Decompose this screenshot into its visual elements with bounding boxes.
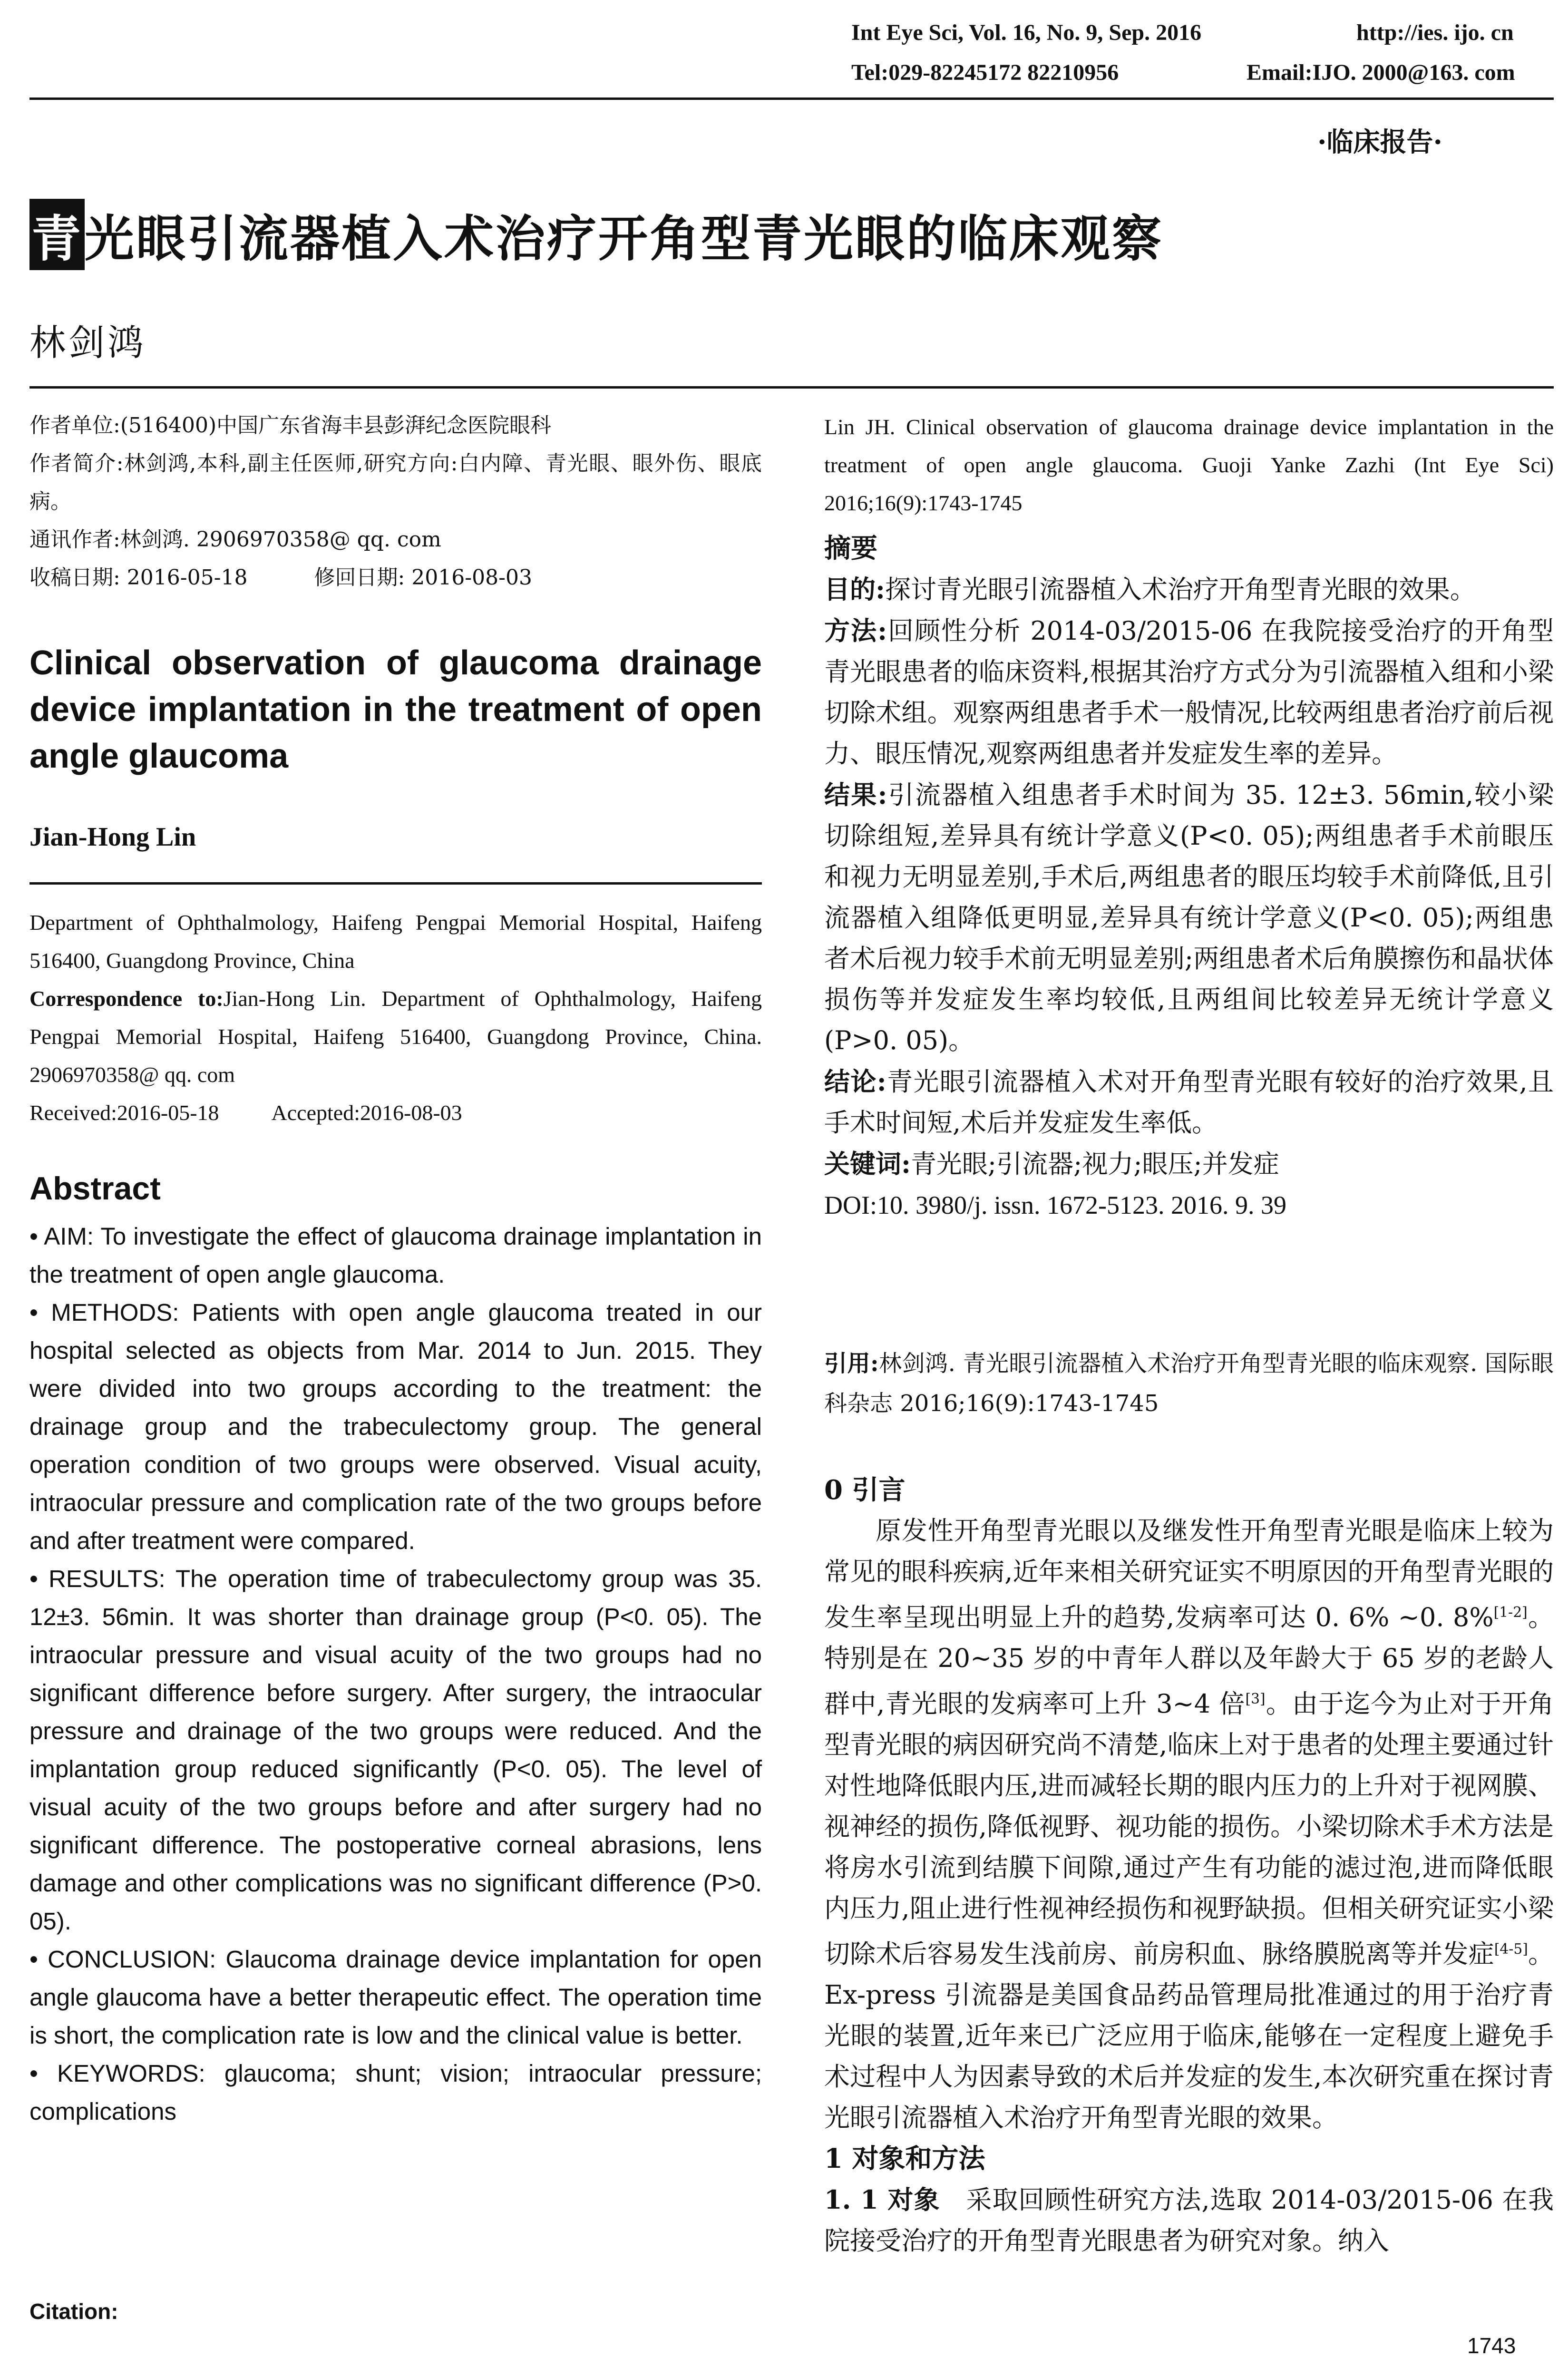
correspondence-label: Correspondence to: xyxy=(29,986,224,1011)
journal-info: Int Eye Sci, Vol. 16, No. 9, Sep. 2016 xyxy=(851,20,1202,45)
doi[interactable]: DOI:10. 3980/j. issn. 1672-5123. 2016. 9. 39 xyxy=(824,1191,1286,1219)
author-contact: 通讯作者:林剑鸿. 2906970358@ qq. com xyxy=(29,527,441,552)
english-title-block xyxy=(29,640,762,779)
correspondence-en xyxy=(29,980,762,1094)
section-tag: ·临床报告· xyxy=(1317,127,1442,158)
citation-label-en: Citation: xyxy=(29,2299,118,2324)
abstract-methods-en: • METHODS: Patients with open angle glaucoma treated in our hospital selected as objects from Mar. 2014 to Jun. 2015. They were divided into two groups according to the treatment: the drainage group and the trabeculectomy group. The general operation condition of two groups were observed. Visual acuity, intraocular pressure and complication rate of the two groups before and after treatment were compared. xyxy=(29,1299,762,1554)
revised-date-cn: 修回日期: 2016-08-03 xyxy=(314,565,532,590)
title-rest: 光眼引流器植入术治疗开角型青光眼的临床观察 xyxy=(85,209,1164,268)
journal-url[interactable]: http://ies. ijo. cn xyxy=(1356,20,1514,45)
title-rule xyxy=(29,386,1554,389)
introduction xyxy=(824,1470,1554,2261)
citation-text-en: Lin JH. Clinical observation of glaucoma drainage device implantation in the treatment of open angle glaucoma. Guoji Yanke Zazhi (Int Eye Sci) 2016;16(9):1743-1745 xyxy=(824,415,1554,515)
abstract-cn xyxy=(824,528,1554,1226)
author-bio: 作者简介:林剑鸿,本科,副主任医师,研究方向:白内障、青光眼、眼外伤、眼底病。 xyxy=(29,451,762,514)
citation-text-cn: 林剑鸿. 青光眼引流器植入术治疗开角型青光眼的临床观察. 国际眼科杂志 2016;16(9):1743-1745 xyxy=(824,1350,1554,1417)
journal-email[interactable]: Email:IJO. 2000@163. com xyxy=(1247,60,1515,85)
intro-paragraph: 原发性开角型青光眼以及继发性开角型青光眼是临床上较为常见的眼科疾病,近年来相关研究证实不明原因的开角型青光眼的发生率呈现出明显上升的趋势,发病率可达 0. 6% ~0. 8%[1-2]。特别是在 20~35 岁的中青年人群以及年龄大于 65 岁的老龄人群中,青光眼的发病率可上升 3~4 倍[3]。由于迄今为止对于开角型青光眼的病因研究尚不清楚,临床上对于患者的处理主要通过针对性地降低眼内压,进而减轻长期的眼内压力的上升对于视网膜、视神经的损伤,降低视野、视功能的损伤。小梁切除术手术方法是将房水引流到结膜下间隙,通过产生有功能的滤过泡,进而降低眼内压力,阻止进行性视神经损伤和视野缺损。但相关研究证实小梁切除术后容易发生浅前房、前房积血、脉络膜脱离等并发症[4-5]。Ex-press 引流器是美国食品药品管理局批准通过的用于治疗青光眼的装置,近年来已广泛应用于临床,能够在一定程度上避免手术过程中人为因素导致的术后并发症的发生,本次研究重在探讨青光眼引流器植入术治疗开角型青光眼的效果。 xyxy=(824,1516,1554,2133)
abstract-methods-cn: 方法:回顾性分析 2014-03/2015-06 在我院接受治疗的开角型青光眼患者的临床资料,根据其治疗方式分为引流器植入组和小梁切除术组。观察两组患者手术一般情况,比较两组患者治疗前后视力、眼压情况,观察两组患者并发症发生率的差异。 xyxy=(824,615,1554,769)
author-en: Jian-Hong Lin xyxy=(29,822,196,852)
title-first-char: 青 xyxy=(29,199,85,270)
abstract-results-en: • RESULTS: The operation time of trabeculectomy group was 35. 12±3. 56min. It was shorter than drainage group (P<0. 05). The intraocular pressure and visual acuity of the two groups had no significant difference before surgery. After surgery, the intraocular pressure and drainage of the two groups were reduced. And the implantation group reduced significantly (P<0. 05). The level of visual acuity of the two groups before and after surgery had no significant difference. The postoperative corneal abrasions, lens damage and other complications was no significant difference (P>0. 05). xyxy=(29,1565,762,1935)
intro-heading: 0 引言 xyxy=(824,1474,906,1506)
ref-3[interactable]: [3] xyxy=(1245,1691,1266,1707)
article-title-cn xyxy=(29,199,1163,270)
author-unit: 作者单位:(516400)中国广东省海丰县彭湃纪念医院眼科 xyxy=(29,413,552,438)
citation-label-cn: 引用: xyxy=(824,1350,879,1377)
abstract-aim-cn: 目的:探讨青光眼引流器植入术治疗开角型青光眼的效果。 xyxy=(824,574,1476,604)
ref-4-5[interactable]: [4-5] xyxy=(1494,1941,1528,1958)
citation-en-start xyxy=(29,2292,762,2331)
abstract-results-cn: 结果:引流器植入组患者手术时间为 35. 12±3. 56min,较小梁切除组短,差异具有统计学意义(P<0. 05);两组患者手术前眼压和视力无明显差别,手术后,两组患者的眼压均较手术前降低,且引流器植入组降低更明显,差异具有统计学意义(P<0. 05);两组患者术后视力较手术前无明显差别;两组患者术后角膜擦伤和晶状体损伤等并发症发生率均较低,且两组间比较差异无统计学意义(P>0. 05)。 xyxy=(824,779,1554,1055)
received-date-en: Received:2016-05-18 xyxy=(29,1101,219,1125)
page-number: 1743 xyxy=(1467,2333,1516,2358)
author-rule xyxy=(29,882,762,885)
abstract-keywords-cn: 关键词:青光眼;引流器;视力;眼压;并发症 xyxy=(824,1149,1279,1179)
ref-1-2[interactable]: [1-2] xyxy=(1493,1604,1528,1621)
dates-en xyxy=(29,1094,762,1132)
received-date-cn: 收稿日期: 2016-05-18 xyxy=(29,565,248,590)
methods-subjects: 1. 1 对象 采取回顾性研究方法,选取 2014-03/2015-06 在我院接受治疗的开角型青光眼患者为研究对象。纳入 xyxy=(824,2184,1554,2256)
methods-heading: 1 对象和方法 xyxy=(824,2143,985,2174)
abstract-aim-en: • AIM: To investigate the effect of glaucoma drainage implantation in the treatment of open angle glaucoma. xyxy=(29,1223,762,1288)
author-meta-en xyxy=(29,904,762,1132)
dates-cn xyxy=(29,559,762,597)
header-rule xyxy=(29,97,1554,100)
correspondence-text: Jian-Hong Lin. Department of Ophthalmology, Haifeng Pengpai Memorial Hospital, Haifeng 516400, Guangdong Province, China. 2906970358@ qq. com xyxy=(29,986,762,1087)
abstract-heading-en: Abstract xyxy=(29,1170,161,1207)
abstract-heading-cn: 摘要 xyxy=(824,533,877,564)
accepted-date-en: Accepted:2016-08-03 xyxy=(271,1101,462,1125)
methods-subheading: 1. 1 对象 xyxy=(824,2184,940,2215)
citation-en xyxy=(824,408,1554,522)
journal-tel: Tel:029-82245172 82210956 xyxy=(851,60,1119,85)
author-meta-cn xyxy=(29,407,762,597)
article-title-en: Clinical observation of glaucoma drainage device implantation in the treatment of open angle glaucoma xyxy=(29,644,762,775)
department-en: Department of Ophthalmology, Haifeng Pengpai Memorial Hospital, Haifeng 516400, Guangdong Province, China xyxy=(29,910,762,973)
abstract-keywords-en: • KEYWORDS: glaucoma; shunt; vision; intraocular pressure; complications xyxy=(29,2060,762,2125)
abstract-conclusion-en: • CONCLUSION: Glaucoma drainage device implantation for open angle glaucoma have a better therapeutic effect. The operation time is short, the complication rate is low and the clinical value is better. xyxy=(29,1946,762,2049)
author-cn: 林剑鸿 xyxy=(29,321,146,364)
abstract-body-en xyxy=(29,1218,762,2131)
citation-cn xyxy=(824,1344,1554,1423)
abstract-conclusion-cn: 结论:青光眼引流器植入术对开角型青光眼有较好的治疗效果,且手术时间短,术后并发症发生率低。 xyxy=(824,1066,1554,1138)
